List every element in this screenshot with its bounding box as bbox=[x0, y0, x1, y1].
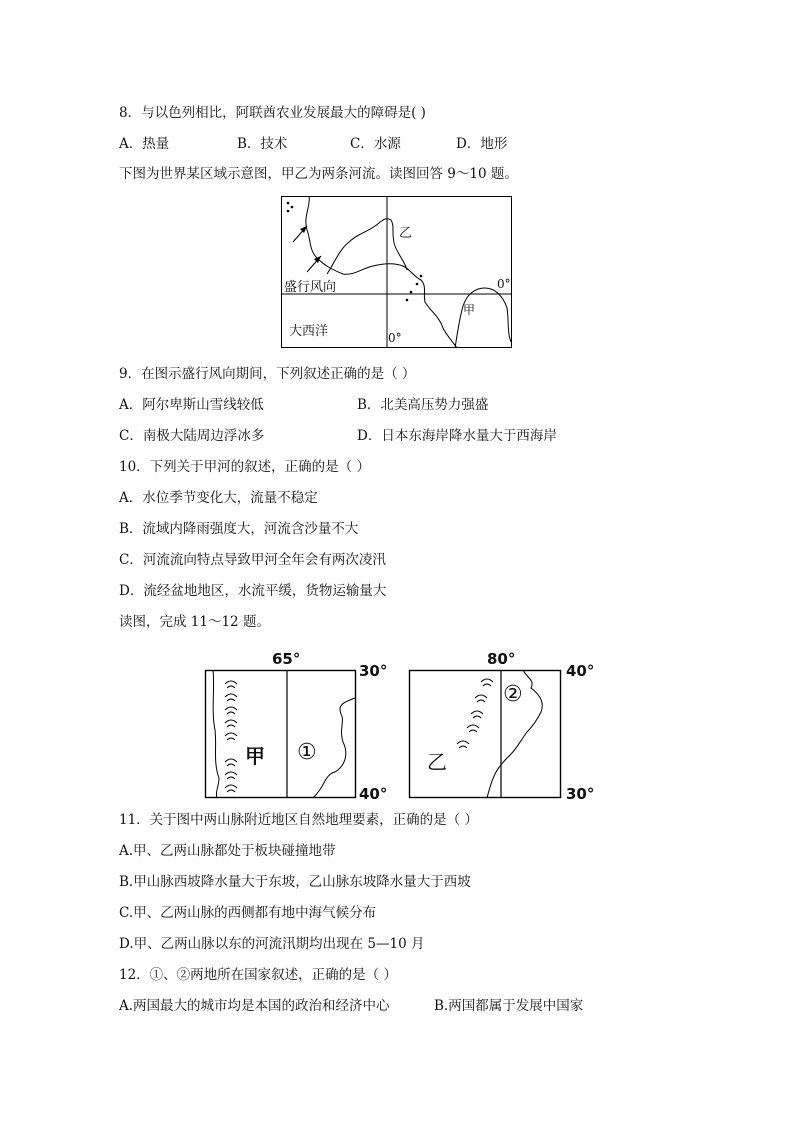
question-11-stem: 11．关于图中两山脉附近地区自然地理要素，正确的是（ ） bbox=[119, 812, 478, 828]
q9-option-b: B．北美高压势力强盛 bbox=[357, 397, 489, 413]
q11-option-d: D.甲、乙两山脉以东的河流汛期均出现在 5—10 月 bbox=[119, 936, 425, 952]
left-map-longitude: 65° bbox=[272, 650, 301, 668]
right-map-lat-bottom: 30° bbox=[566, 785, 595, 803]
island-dot bbox=[287, 202, 290, 205]
left-map-drawing bbox=[205, 670, 356, 798]
q11-option-b: B.甲山脉西坡降水量大于东坡，乙山脉东坡降水量大于西坡 bbox=[119, 874, 471, 890]
intro-11-12: 读图，完成 11～12 题。 bbox=[119, 614, 270, 630]
q9-option-a: A．阿尔卑斯山雪线较低 bbox=[119, 397, 264, 413]
q12-option-b: B.两国都属于发展中国家 bbox=[434, 998, 584, 1014]
question-8-stem: 8．与以色列相比，阿联酋农业发展最大的障碍是( ) bbox=[119, 105, 426, 121]
island-dot bbox=[416, 283, 419, 286]
right-map-longitude: 80° bbox=[487, 650, 516, 668]
mountain-range-jia-symbols bbox=[225, 681, 237, 792]
q10-option-c: C．河流流向特点导致甲河全年会有两次凌汛 bbox=[119, 552, 386, 568]
prime-meridian-label: 0° bbox=[388, 331, 402, 345]
wind-arrowhead bbox=[300, 226, 307, 233]
mountain-yi-label: 乙 bbox=[427, 750, 447, 774]
q11-option-a: A.甲、乙两山脉都处于板块碰撞地带 bbox=[119, 843, 336, 859]
island-dot bbox=[420, 275, 423, 278]
point-2-label: ② bbox=[503, 682, 523, 707]
island-dot bbox=[406, 299, 409, 302]
right-mountain-map bbox=[409, 670, 561, 798]
mountain-jia-label: 甲 bbox=[245, 744, 265, 768]
intro-9-10: 下图为世界某区域示意图，甲乙为两条河流。读图回答 9～10 题。 bbox=[119, 166, 518, 182]
q8-option-d: D．地形 bbox=[456, 136, 508, 152]
region-map-figure bbox=[281, 196, 512, 348]
equator-label: 0° bbox=[497, 277, 511, 291]
island-dot bbox=[287, 210, 290, 213]
q11-option-c: C.甲、乙两山脉的西侧都有地中海气候分布 bbox=[119, 905, 377, 921]
left-mountain-map bbox=[205, 670, 356, 798]
mountain-range-yi-symbols bbox=[457, 679, 493, 748]
island-dot bbox=[410, 291, 413, 294]
question-9-stem: 9．在图示盛行风向期间，下列叙述正确的是（ ） bbox=[119, 366, 416, 382]
question-12-stem: 12．①、②两地所在国家叙述，正确的是（ ） bbox=[119, 967, 397, 983]
q8-option-c: C．水源 bbox=[350, 136, 401, 152]
left-map-lat-top: 30° bbox=[359, 662, 388, 680]
right-map-drawing bbox=[409, 670, 561, 798]
wind-direction-label: 盛行风向 bbox=[284, 280, 337, 295]
q8-option-b: B．技术 bbox=[237, 136, 288, 152]
q8-option-a: A．热量 bbox=[119, 136, 170, 152]
q10-option-d: D．流经盆地地区，水流平缓，货物运输量大 bbox=[119, 583, 387, 599]
river-jia-label: 甲 bbox=[463, 303, 476, 317]
atlantic-ocean-label: 大西洋 bbox=[289, 324, 329, 339]
point-1-label: ① bbox=[297, 740, 317, 765]
q9-option-c: C．南极大陆周边浮冰多 bbox=[119, 428, 265, 444]
q12-option-a: A.两国最大的城市均是本国的政治和经济中心 bbox=[119, 998, 390, 1014]
question-10-stem: 10．下列关于甲河的叙述，正确的是（ ） bbox=[119, 459, 370, 475]
left-map-lat-bottom: 40° bbox=[359, 785, 388, 803]
q10-option-b: B．流域内降雨强度大，河流含沙量不大 bbox=[119, 521, 359, 537]
river-yi-label: 乙 bbox=[399, 226, 413, 241]
island-dot bbox=[291, 206, 294, 209]
q10-option-a: A．水位季节变化大，流量不稳定 bbox=[119, 490, 318, 506]
wind-arrowhead bbox=[314, 256, 321, 263]
right-map-lat-top: 40° bbox=[566, 662, 595, 680]
q9-option-d: D．日本东海岸降水量大于西海岸 bbox=[357, 428, 557, 444]
